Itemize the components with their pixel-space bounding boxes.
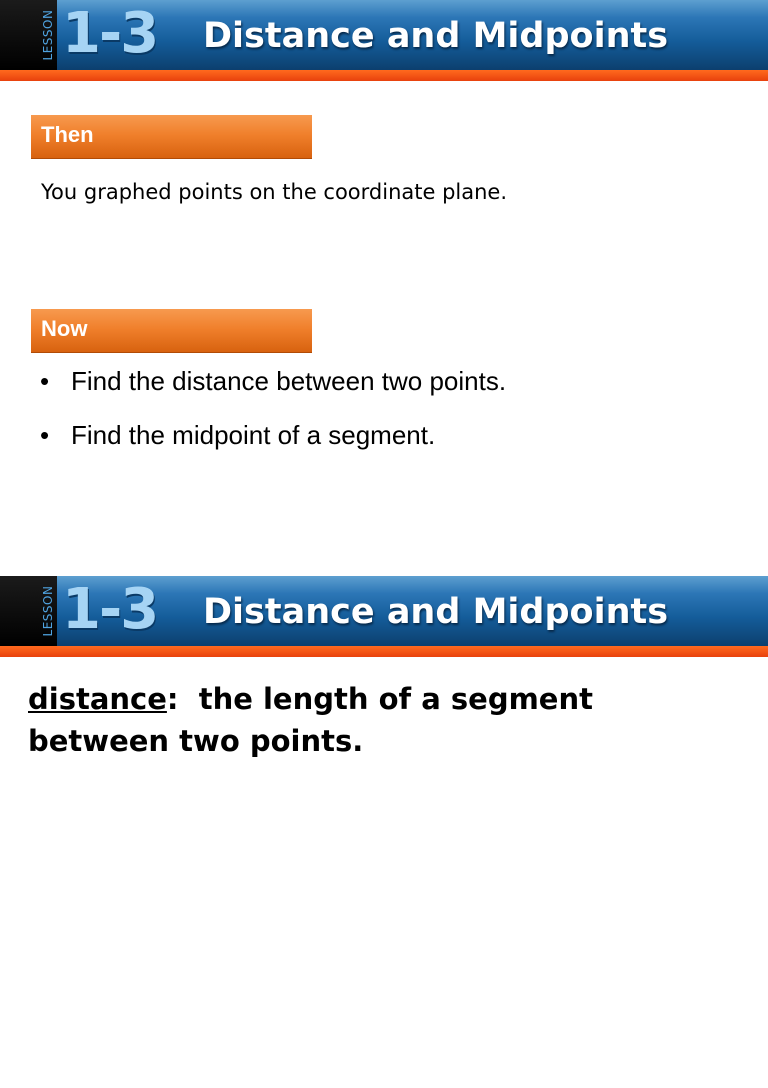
now-label: Now <box>41 316 88 341</box>
slide-2 <box>0 576 768 1088</box>
definition-separator: : <box>166 682 179 716</box>
then-tag <box>31 115 312 158</box>
lesson-label: LESSON <box>41 585 55 637</box>
list-item <box>40 420 506 474</box>
lesson-header <box>0 0 768 70</box>
lesson-header <box>0 576 768 646</box>
header-stripe <box>0 70 768 81</box>
lesson-tab <box>0 576 57 646</box>
list-item-text: Find the distance between two points. <box>71 366 507 396</box>
lesson-number: 1-3 <box>62 1 158 66</box>
then-label: Then <box>41 122 94 147</box>
lesson-tab <box>0 0 57 70</box>
then-text: You graphed points on the coordinate plane. <box>41 180 508 204</box>
header-stripe <box>0 646 768 657</box>
definition-text: the length of a segment between two points. <box>28 682 604 758</box>
lesson-title: Distance and Midpoints <box>203 16 669 56</box>
lesson-number: 1-3 <box>62 577 158 642</box>
lesson-label: LESSON <box>41 9 55 61</box>
bullet-icon: • <box>40 366 50 396</box>
list-item-text: Find the midpoint of a segment. <box>71 420 436 450</box>
now-tag <box>31 309 312 352</box>
definition-term: distance <box>28 682 167 716</box>
list-item <box>40 366 506 420</box>
slide-1 <box>0 0 768 512</box>
definition <box>28 678 728 762</box>
lesson-title: Distance and Midpoints <box>203 592 669 632</box>
bullet-icon: • <box>40 420 50 450</box>
now-list <box>40 366 506 474</box>
